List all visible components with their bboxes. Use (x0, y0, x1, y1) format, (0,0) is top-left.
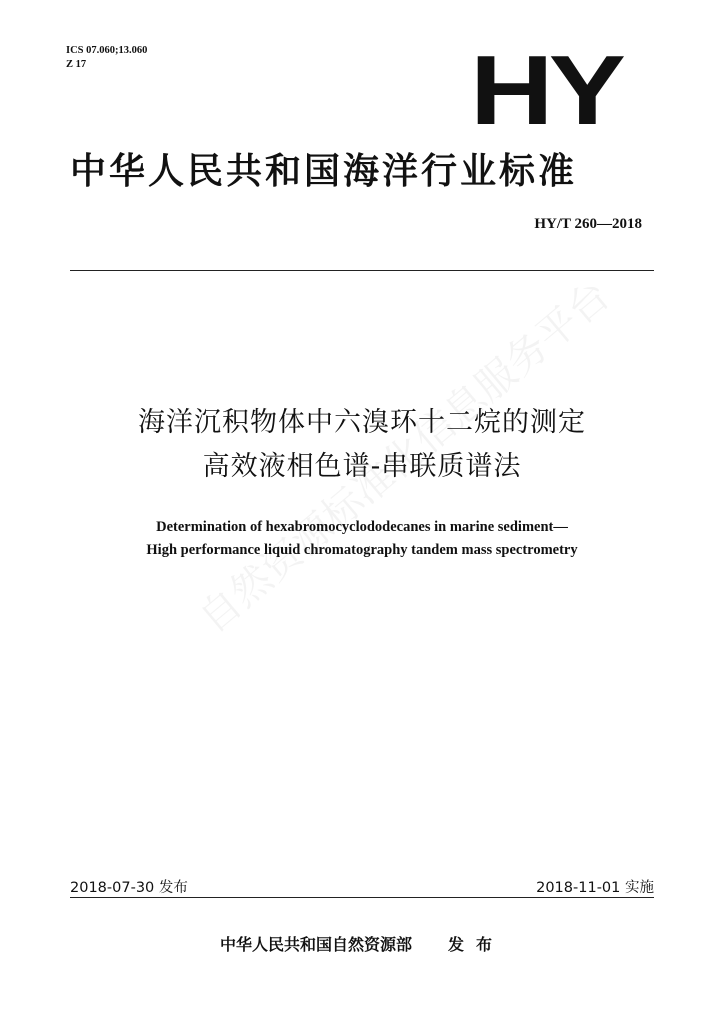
issuer-line (0, 932, 724, 955)
document-title-en-line1: Determination of hexabromocyclododecanes in marine sediment— (156, 519, 568, 535)
bottom-divider (70, 897, 654, 898)
issuer-name: 中华人民共和国自然资源部 (219, 935, 412, 954)
classification-codes (66, 44, 147, 72)
implement-date: 2018-11-01 实施 (536, 880, 654, 896)
standard-number: HY/T 260—2018 (534, 216, 642, 232)
hy-logo: HY (470, 35, 622, 145)
top-divider (70, 270, 654, 271)
publish-date: 2018-07-30 发布 (70, 880, 188, 896)
standard-category-title: 中华人民共和国海洋行业标准 (70, 151, 578, 192)
document-title-cn-line1: 海洋沉积物体中六溴环十二烷的测定 (138, 407, 586, 438)
document-title-cn-line2: 高效液相色谱-串联质谱法 (202, 451, 522, 482)
document-title-en-line2: High performance liquid chromatography tandem mass spectrometry (146, 542, 578, 558)
issue-word: 发布 (448, 935, 505, 954)
ics-code: ICS 07.060;13.060 (66, 45, 148, 56)
ccs-code: Z 17 (66, 59, 87, 70)
